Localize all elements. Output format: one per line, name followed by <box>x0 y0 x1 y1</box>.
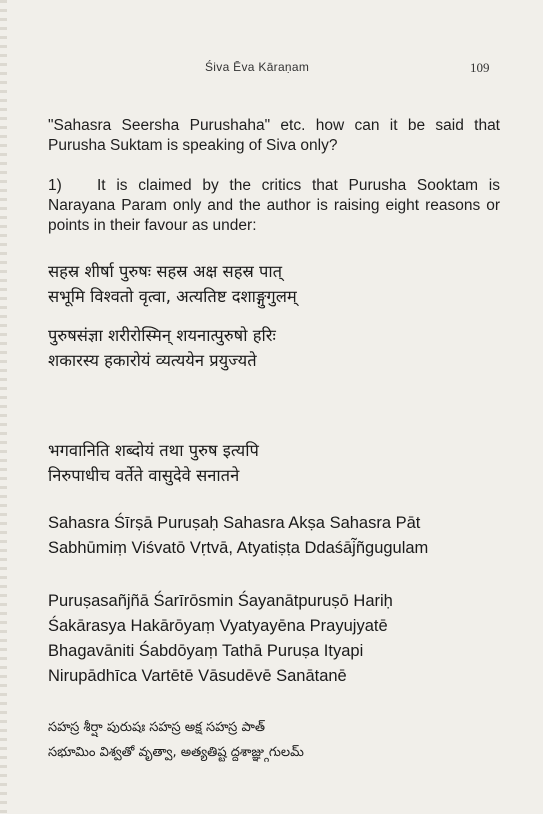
devanagari-verse-3 <box>48 438 508 488</box>
telugu-line: సభూమిం విశ్వతో వృత్వా, అత్యతిష్ట ద్దశాజ్ఞ్గుగులమ్ <box>48 745 304 760</box>
point-text: It is claimed by the critics that Purusha Sooktam is Narayana Param only and the author is raising eight reasons or points in their favour as under: <box>48 177 500 234</box>
transliteration-verse-2 <box>48 589 508 689</box>
point-paragraph <box>48 176 500 236</box>
devanagari-line: भगवानिति शब्दोयं तथा पुरुष इत्यपि <box>48 441 259 460</box>
transliteration-line: Bhagavāniti Śabdōyaṃ Tathā Puruṣa Ityapi <box>48 642 364 660</box>
devanagari-line: सभूमि विश्वतो वृत्वा, अत्यतिष्ट दशाङ्गुगुलम् <box>48 287 297 306</box>
devanagari-line: निरुपाधीच वर्तेते वासुदेवे सनातने <box>48 466 240 485</box>
transliteration-line: Sabhūmiṃ Viśvatō Vṛtvā, Atyatiṣṭa Ddaśāj̃ñgugulam <box>48 539 429 557</box>
devanagari-verse-1 <box>48 259 508 309</box>
telugu-verse <box>48 715 508 765</box>
devanagari-line: शकारस्य हकारोयं व्यत्ययेन प्रयुज्यते <box>48 351 257 370</box>
page-header <box>0 60 543 80</box>
transliteration-verse-1 <box>48 511 508 561</box>
point-number: 1) <box>48 177 62 194</box>
devanagari-line: पुरुषसंज्ञा शरीरोस्मिन् शयनात्पुरुषो हरिः <box>48 326 276 345</box>
devanagari-line: सहस्र शीर्षा पुरुषः सहस्र अक्ष सहस्र पात् <box>48 262 283 281</box>
page-number: 109 <box>470 60 490 75</box>
transliteration-line: Sahasra Śīrṣā Puruṣaḥ Sahasra Akṣa Sahasra Pāt <box>48 514 421 532</box>
telugu-line: సహస్ర శీర్షా పురుషః సహస్ర అక్ష సహస్ర పాత్ <box>48 720 265 735</box>
transliteration-line: Nirupādhīca Vartētē Vāsudēvē Sanātanē <box>48 667 347 685</box>
transliteration-line: Śakārasya Hakārōyaṃ Vyatyayēna Prayujyatē <box>48 617 388 635</box>
running-title: Śiva Ēva Kāraṇam <box>205 60 310 74</box>
transliteration-line: Puruṣasañjñā Śarīrōsmin Śayanātpuruṣō Hariḥ <box>48 592 393 610</box>
binding-edge <box>0 0 7 814</box>
devanagari-verse-2 <box>48 323 508 373</box>
question-paragraph: "Sahasra Seersha Purushaha" etc. how can it be said that Purusha Suktam is speaking of Siva only? <box>48 117 500 154</box>
